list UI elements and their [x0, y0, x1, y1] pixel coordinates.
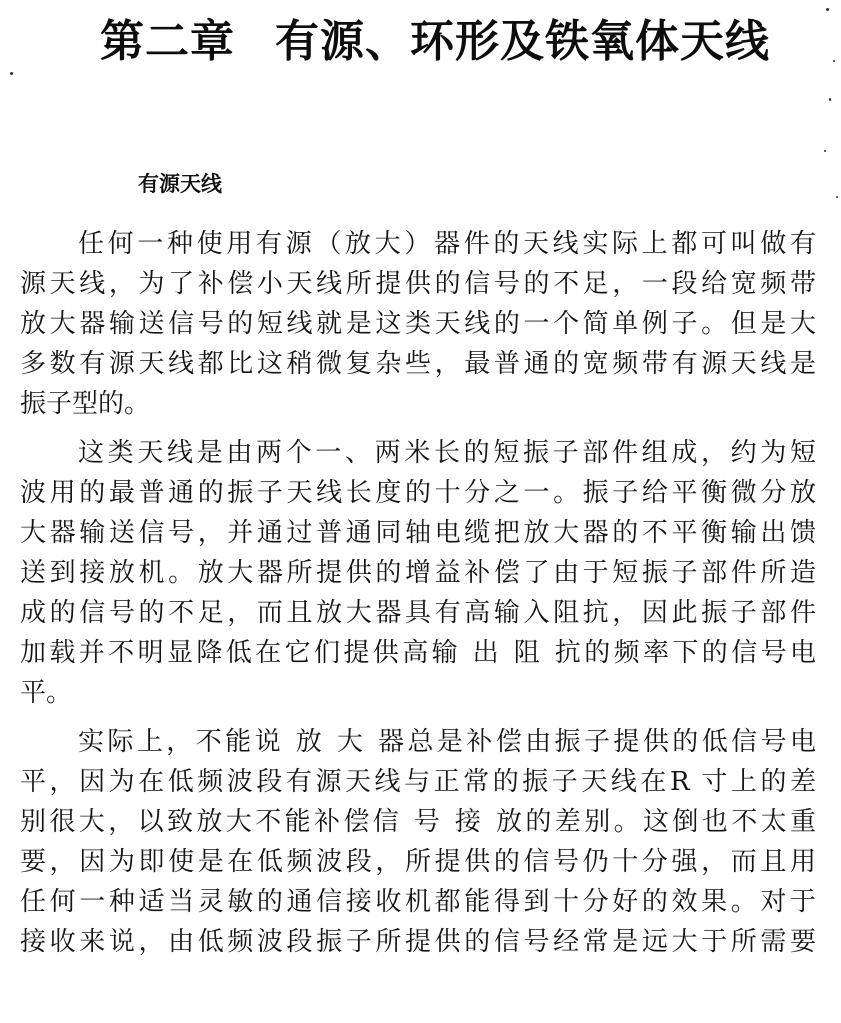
text-line: 源天线，为了补偿小天线所提供的信号的不足，一段给宽频带: [20, 269, 816, 299]
text-line: 多数有源天线都比这稍微复杂些，最普通的宽频带有源天线是: [20, 349, 816, 379]
scan-speck: [836, 196, 838, 198]
text-line: 别很大，以致放大不能补偿信 号 接 放的差别。这倒也不太重: [20, 807, 816, 837]
text-line: 平，因为在低频波段有源天线与正常的振子天线在R 寸上的差: [20, 767, 816, 797]
scan-speck: [824, 150, 826, 152]
text-line: 放大器输送信号的短线就是这类天线的一个简单例子。但是大: [20, 309, 816, 339]
text-line: 送到接放机。放大器所提供的增益补偿了由于短振子部件所造: [20, 558, 816, 588]
scan-speck: [10, 72, 13, 75]
text-line: 振子型的。: [20, 389, 151, 419]
text-line: 要，因为即使是在低频波段，所提供的信号仍十分强，而且用: [20, 847, 816, 877]
scan-speck: [829, 98, 831, 101]
text-line: 任何一种使用有源（放大）器件的天线实际上都可叫做有: [78, 229, 816, 259]
chapter-title: [100, 10, 780, 74]
chapter-number: 第二章: [100, 16, 235, 67]
text-line: 大器输送信号，并通过普通同轴电缆把放大器的不平衡输出馈: [20, 518, 816, 548]
text-line: 成的信号的不足，而且放大器具有高输入阻抗，因此振子部件: [20, 598, 816, 628]
text-line: 加载并不明显降低在它们提供高输 出 阻 抗的频率下的信号电: [20, 638, 816, 668]
text-line: 任何一种适当灵敏的通信接收机都能得到十分好的效果。对于: [20, 887, 816, 917]
paragraph-3: [20, 722, 816, 962]
scan-speck: [833, 60, 835, 62]
chapter-name: 有源、环形及铁氧体天线: [275, 16, 770, 67]
text-line: 波用的最普通的振子天线长度的十分之一。振子给平衡微分放: [20, 478, 816, 508]
text-line: 平。: [20, 678, 73, 708]
paragraph-1: [20, 224, 816, 424]
scan-speck: [826, 8, 829, 11]
paragraph-2: [20, 433, 816, 713]
text-line: 实际上，不能说 放 大 器总是补偿由振子提供的低信号电: [78, 727, 816, 757]
section-heading: 有源天线: [138, 172, 222, 196]
text-line: 这类天线是由两个一、两米长的短振子部件组成，约为短: [78, 438, 816, 468]
text-line: 接收来说，由低频波段振子所提供的信号经常是远大于所需要: [20, 927, 816, 957]
body-text: [20, 224, 816, 971]
